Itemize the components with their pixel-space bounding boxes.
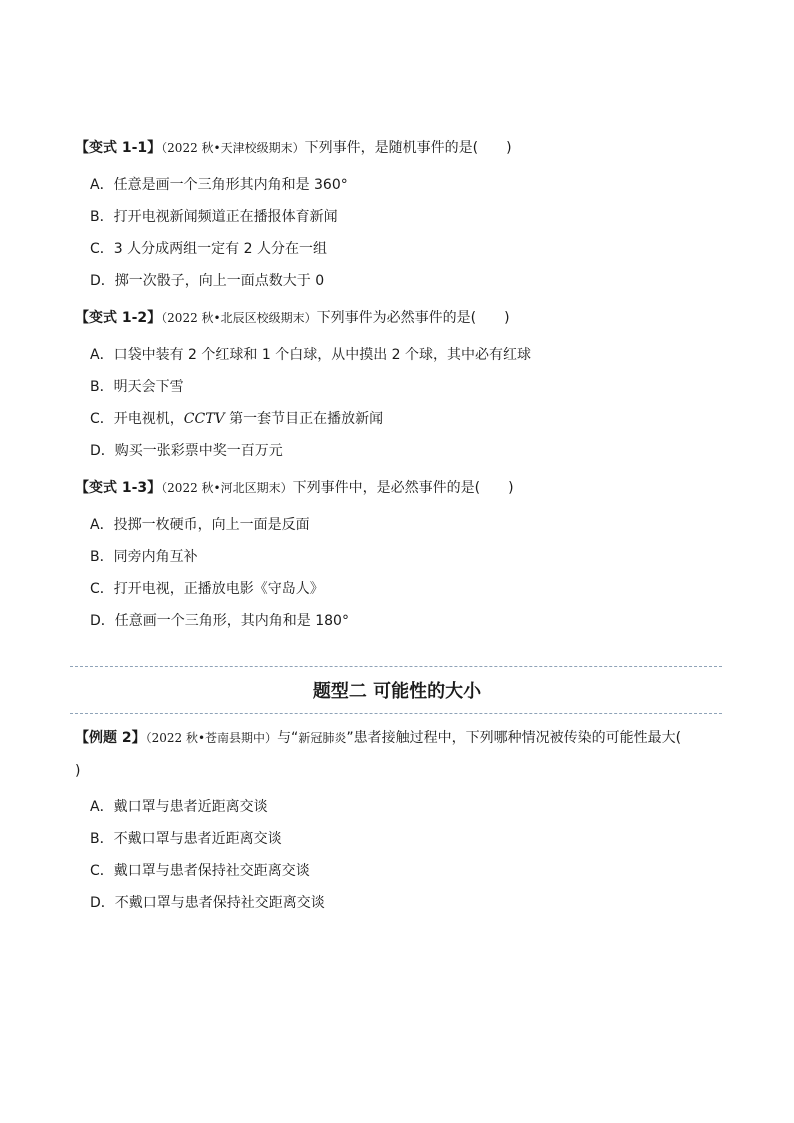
option-d: D．掷一次骰子，向上一面点数大于 0 — [90, 273, 325, 289]
option-a: A．任意是画一个三角形其内角和是 360° — [90, 177, 348, 193]
question-tag: 【变式 1-1】 — [75, 140, 162, 156]
question-1-2-header — [75, 309, 510, 327]
option-c-prefix: C．开电视机， — [90, 411, 184, 427]
question-stem-close: ) — [75, 763, 81, 779]
option-b: B．明天会下雪 — [90, 379, 184, 395]
question-tag: 【变式 1-3】 — [75, 480, 162, 496]
option-c-italic: CCTV — [183, 411, 225, 427]
question-source: （2022 秋•河北区期末） — [161, 481, 293, 495]
question-source: （2022 秋•天津校级期末） — [161, 141, 305, 155]
question-tag: 【例题 2】 — [75, 730, 146, 746]
question-keyword: 新冠肺炎 — [298, 731, 347, 745]
example-2-header — [75, 729, 681, 747]
section-divider-top — [70, 666, 722, 667]
question-stem-b: ”患者接触过程中，下列哪种情况被传染的可能性最大( — [346, 730, 682, 746]
section-divider-bottom — [70, 713, 722, 714]
option-d: D．购买一张彩票中奖一百万元 — [90, 443, 283, 459]
question-tag: 【变式 1-2】 — [75, 310, 162, 326]
option-c: C．戴口罩与患者保持社交距离交谈 — [90, 863, 310, 879]
option-a: A．投掷一枚硬币，向上一面是反面 — [90, 517, 310, 533]
option-c: C．3 人分成两组一定有 2 人分在一组 — [90, 241, 327, 257]
option-a: A．戴口罩与患者近距离交谈 — [90, 799, 268, 815]
option-a: A．口袋中装有 2 个红球和 1 个白球，从中摸出 2 个球，其中必有红球 — [90, 347, 531, 363]
question-stem: 下列事件，是随机事件的是( ) — [304, 140, 512, 156]
option-b: B．同旁内角互补 — [90, 549, 198, 565]
question-source: （2022 秋•苍南县期中） — [145, 731, 278, 745]
question-stem: 下列事件为必然事件的是( ) — [316, 310, 510, 326]
question-stem: 下列事件中，是必然事件的是( ) — [292, 480, 514, 496]
option-c: C．打开电视，正播放电影《守岛人》 — [90, 581, 324, 597]
question-stem-a: 与“ — [277, 730, 299, 746]
option-c-suffix: 第一套节目正在播放新闻 — [224, 411, 384, 427]
question-source: （2022 秋•北辰区校级期末） — [161, 311, 317, 325]
section-title: 题型二 可能性的大小 — [312, 681, 482, 702]
question-1-1-header — [75, 139, 512, 157]
option-d: D．不戴口罩与患者保持社交距离交谈 — [90, 895, 325, 911]
option-d: D．任意画一个三角形，其内角和是 180° — [90, 613, 349, 629]
option-b: B．不戴口罩与患者近距离交谈 — [90, 831, 282, 847]
option-b: B．打开电视新闻频道正在播报体育新闻 — [90, 209, 338, 225]
question-1-3-header — [75, 479, 514, 497]
option-c — [90, 410, 383, 428]
